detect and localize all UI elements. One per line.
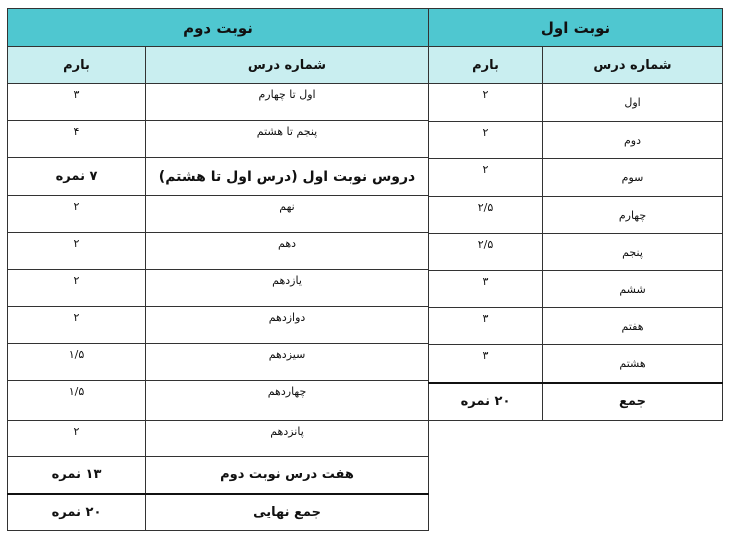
lesson-cell: جمع نهایی <box>146 494 429 531</box>
lesson-cell: یازدهم <box>146 270 429 307</box>
score-cell: ۲/۵ <box>429 234 543 271</box>
score-cell: ۳ <box>429 271 543 308</box>
lesson-cell: چهارم <box>543 197 723 234</box>
score-cell: ۴ <box>8 121 146 158</box>
lesson-cell: سیزدهم <box>146 344 429 381</box>
score-cell: ۲ <box>8 196 146 233</box>
score-cell: ۳ <box>429 345 543 383</box>
lesson-cell: دهم <box>146 233 429 270</box>
lesson-column-header: شماره درس <box>543 47 723 84</box>
lesson-cell: دروس نوبت اول (درس اول تا هشتم) <box>146 158 429 196</box>
table-row <box>8 270 429 307</box>
second-term-table <box>7 8 429 531</box>
first-term-table <box>428 8 723 421</box>
table-row <box>429 271 723 308</box>
first-term-title: نوبت اول <box>429 9 723 47</box>
lesson-cell: اول تا چهارم <box>146 84 429 121</box>
table-row <box>8 457 429 494</box>
table-row <box>8 158 429 196</box>
table-row <box>8 344 429 381</box>
score-cell: ۳ <box>8 84 146 121</box>
score-cell: ۲۰ نمره <box>429 383 543 421</box>
table-row <box>429 345 723 383</box>
lesson-cell: دوم <box>543 122 723 159</box>
table-row <box>8 307 429 344</box>
second-term-title: نوبت دوم <box>8 9 429 47</box>
lesson-cell: دوازدهم <box>146 307 429 344</box>
score-cell: ۲ <box>8 233 146 270</box>
score-cell: ۱۳ نمره <box>8 457 146 494</box>
table-row <box>8 421 429 457</box>
table-row <box>429 197 723 234</box>
first-term-header-row <box>429 47 723 84</box>
score-cell: ۲ <box>8 421 146 457</box>
table-row <box>429 122 723 159</box>
table-row <box>429 234 723 271</box>
table-row <box>429 159 723 197</box>
table-row <box>429 308 723 345</box>
score-cell: ۲ <box>8 307 146 344</box>
total-row <box>429 383 723 421</box>
second-term-title-row <box>8 9 429 47</box>
score-column-header: بارم <box>8 47 146 84</box>
lesson-cell: جمع <box>543 383 723 421</box>
lesson-cell: پانزدهم <box>146 421 429 457</box>
lesson-column-header: شماره درس <box>146 47 429 84</box>
score-cell: ۲۰ نمره <box>8 494 146 531</box>
table-row <box>8 84 429 121</box>
lesson-cell: هفت درس نوبت دوم <box>146 457 429 494</box>
lesson-cell: چهاردهم <box>146 381 429 421</box>
table-row <box>8 196 429 233</box>
lesson-cell: پنجم تا هشتم <box>146 121 429 158</box>
lesson-cell: اول <box>543 84 723 122</box>
score-cell: ۲ <box>429 122 543 159</box>
table-row <box>8 381 429 421</box>
first-term-title-row <box>429 9 723 47</box>
score-cell: ۷ نمره <box>8 158 146 196</box>
lesson-cell: پنجم <box>543 234 723 271</box>
score-cell: ۲/۵ <box>429 197 543 234</box>
total-row <box>8 494 429 531</box>
score-column-header: بارم <box>429 47 543 84</box>
lesson-cell: هفتم <box>543 308 723 345</box>
score-cell: ۲ <box>8 270 146 307</box>
lesson-cell: نهم <box>146 196 429 233</box>
score-cell: ۱/۵ <box>8 381 146 421</box>
score-cell: ۱/۵ <box>8 344 146 381</box>
score-cell: ۳ <box>429 308 543 345</box>
lesson-cell: سوم <box>543 159 723 197</box>
score-cell: ۲ <box>429 159 543 197</box>
lesson-cell: ششم <box>543 271 723 308</box>
second-term-header-row <box>8 47 429 84</box>
lesson-cell: هشتم <box>543 345 723 383</box>
table-row <box>8 121 429 158</box>
table-row <box>8 233 429 270</box>
table-row <box>429 84 723 122</box>
score-cell: ۲ <box>429 84 543 122</box>
